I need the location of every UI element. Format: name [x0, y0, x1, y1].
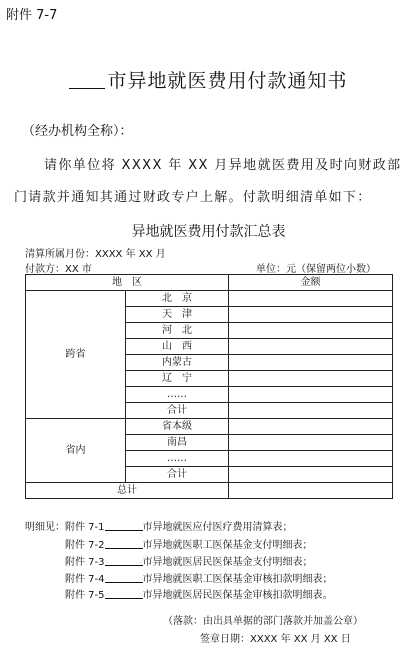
note-code: 附件 7-4: [65, 574, 105, 585]
note-text: 市异地就医职工医保基金审核扣款明细表；: [142, 574, 333, 585]
header-amount: 金额: [229, 275, 393, 291]
header-region: 地 区: [26, 275, 229, 291]
note-blank: [105, 588, 143, 599]
amount-cell: [229, 435, 393, 451]
note-code: 附件 7-5: [65, 590, 105, 601]
table-header-row: [26, 275, 393, 291]
region-cell: 南昌: [126, 435, 229, 451]
amount-cell: [229, 451, 393, 467]
sign-date: 签章日期：XXXX 年 XX 月 XX 日: [200, 634, 351, 645]
region-cell: 内蒙古: [126, 355, 229, 371]
subtotal-cell: 合计: [126, 467, 229, 483]
payer: 付款方：XX 市: [25, 264, 92, 275]
annex-label: 附件 7-7: [6, 8, 58, 23]
group-in-province: 省内: [26, 419, 126, 483]
table-row: [26, 291, 393, 307]
subtotal-cell: 合计: [126, 403, 229, 419]
paragraph-line-1: 请你单位将 XXXX 年 XX 月异地就医费用及时向财政部: [44, 158, 402, 173]
note-code: 附件 7-3: [65, 557, 105, 568]
title-text: 市异地就医费用付款通知书: [107, 70, 348, 92]
note-line-3: [65, 553, 313, 568]
note-line-2: [65, 536, 313, 551]
note-line-5: [65, 586, 333, 601]
note-blank: [105, 520, 143, 531]
amount-cell: [229, 387, 393, 403]
note-text: 市异地就医居民医保基金支付明细表；: [142, 557, 313, 568]
settlement-period: 清算所属月份：XXXX 年 XX 月: [25, 249, 166, 260]
region-cell: 河 北: [126, 323, 229, 339]
region-cell: 辽 宁: [126, 371, 229, 387]
region-cell: 北 京: [126, 291, 229, 307]
title-blank: [69, 70, 105, 89]
note-text: 市异地就医应付医疗费用清算表；: [142, 522, 293, 533]
amount-cell: [229, 339, 393, 355]
note-code: 附件 7-1: [65, 522, 105, 533]
group-cross-province: 跨省: [26, 291, 126, 419]
note-blank: [105, 572, 143, 583]
amount-cell: [229, 371, 393, 387]
amount-cell: [229, 467, 393, 483]
region-cell: 省本级: [126, 419, 229, 435]
table-title: 异地就医费用付款汇总表: [131, 224, 286, 240]
table-total-row: [26, 483, 393, 499]
amount-cell: [229, 419, 393, 435]
note-text: 市异地就医职工医保基金支付明细表；: [142, 540, 313, 551]
unit-note: 单位：元（保留两位小数）: [256, 264, 376, 275]
paragraph-line-2: 门请款并通知其通过财政专户上解。付款明细清单如下：: [14, 190, 372, 205]
note-blank: [105, 555, 143, 566]
note-code: 附件 7-2: [65, 540, 105, 551]
amount-cell: [229, 291, 393, 307]
agency-line: （经办机构全称）：: [22, 124, 133, 139]
amount-cell: [229, 355, 393, 371]
amount-cell: [229, 403, 393, 419]
total-label: 总计: [26, 483, 229, 499]
amount-cell: [229, 323, 393, 339]
seal-note: （落款：由出具单据的部门落款并加盖公章）: [163, 616, 363, 627]
total-amount-cell: [229, 483, 393, 499]
note-text: 市异地就医居民医保基金审核扣款明细表。: [142, 590, 333, 601]
payment-summary-table: [25, 274, 393, 499]
note-line-1: [25, 518, 293, 533]
region-cell: ……: [126, 451, 229, 467]
region-cell: 山 西: [126, 339, 229, 355]
region-cell: ……: [126, 387, 229, 403]
document-title: [0, 66, 417, 93]
note-line-4: [65, 570, 333, 585]
region-cell: 天 津: [126, 307, 229, 323]
amount-cell: [229, 307, 393, 323]
notes-prefix: 明细见：: [25, 522, 65, 533]
table-row: [26, 419, 393, 435]
note-blank: [105, 538, 143, 549]
